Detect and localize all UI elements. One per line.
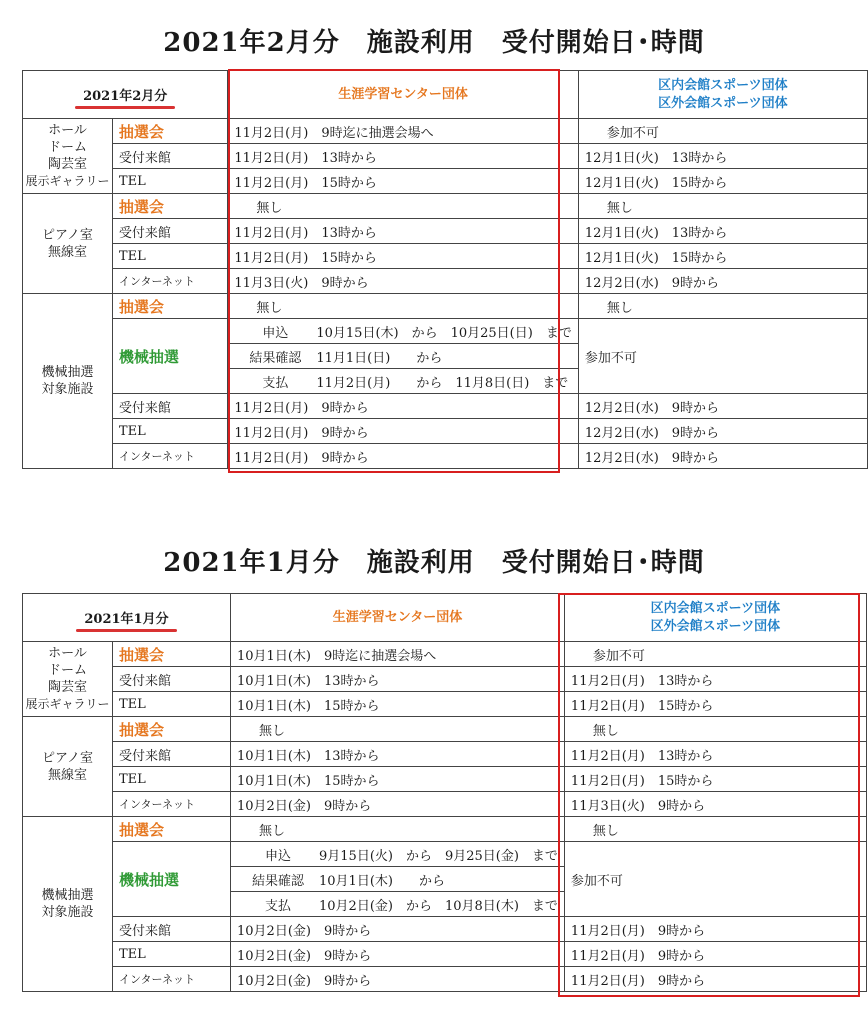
cell-b: 11月2日(月) 9時から: [564, 917, 866, 942]
cell-a: 無し: [231, 717, 565, 742]
cell-a: 11月2日(月) 9時から: [228, 419, 578, 444]
cell-a: 11月2日(月) 9時から: [228, 394, 578, 419]
facility-label: ホール ドーム 陶芸室 展示ギャラリー: [23, 642, 113, 717]
facility-label: ピアノ室 無線室: [23, 717, 113, 817]
table-row: [23, 394, 868, 419]
cell-b: 無し: [564, 817, 866, 842]
method-label: 抽選会: [112, 119, 227, 144]
cell-b: 11月3日(火) 9時から: [564, 792, 866, 817]
cell-b: 参加不可: [578, 319, 867, 394]
cell-b: 12月1日(火) 15時から: [578, 244, 867, 269]
cell-b: 無し: [564, 717, 866, 742]
cell-a: 10月2日(金) 9時から: [231, 942, 565, 967]
machine-lottery-step: 結果確認 11月1日(日) から: [228, 344, 578, 369]
cell-b: 12月2日(水) 9時から: [578, 269, 867, 294]
machine-lottery-step: 申込 9月15日(火) から 9月25日(金) まで: [231, 842, 565, 867]
table-row: [23, 444, 868, 469]
table-header-row: [23, 71, 868, 119]
table-row: [23, 917, 867, 942]
cell-b: 12月2日(水) 9時から: [578, 444, 867, 469]
cell-a: 10月2日(金) 9時から: [231, 967, 565, 992]
cell-b: 無し: [578, 294, 867, 319]
method-label: 受付来館: [112, 219, 227, 244]
method-label: インターネット: [113, 792, 231, 817]
cell-b: 11月2日(月) 15時から: [564, 767, 866, 792]
cell-a: 無し: [228, 294, 578, 319]
method-label: 受付来館: [113, 742, 231, 767]
cell-b: 11月2日(月) 13時から: [564, 667, 866, 692]
month-label: 2021年2月分: [23, 71, 228, 119]
method-label: 抽選会: [112, 194, 227, 219]
cell-a: 10月1日(木) 9時迄に抽選会場へ: [231, 642, 565, 667]
cell-a: 11月2日(月) 9時から: [228, 444, 578, 469]
table-row: [23, 642, 867, 667]
cell-b: 12月1日(火) 13時から: [578, 144, 867, 169]
month-label: 2021年1月分: [23, 594, 231, 642]
method-label: TEL: [112, 244, 227, 269]
table-row: [23, 692, 867, 717]
cell-a: 11月3日(火) 9時から: [228, 269, 578, 294]
table-row: [23, 219, 868, 244]
table-row: [23, 817, 867, 842]
feb-schedule-table: [22, 70, 868, 469]
cell-b: 12月1日(火) 15時から: [578, 169, 867, 194]
method-label: 受付来館: [113, 917, 231, 942]
cell-a: 10月1日(木) 15時から: [231, 692, 565, 717]
cell-b: 12月1日(火) 13時から: [578, 219, 867, 244]
facility-label: 機械抽選 対象施設: [23, 817, 113, 992]
table-row: [23, 767, 867, 792]
feb-title: 2021年2月分 施設利用 受付開始日･時間: [163, 28, 705, 58]
table-row: [23, 294, 868, 319]
cell-b: 参加不可: [564, 642, 866, 667]
table-row: [23, 742, 867, 767]
method-label: インターネット: [112, 269, 227, 294]
table-row: [23, 967, 867, 992]
cell-b: 11月2日(月) 13時から: [564, 742, 866, 767]
jan-title: 2021年1月分 施設利用 受付開始日･時間: [163, 548, 705, 578]
cell-b: 11月2日(月) 9時から: [564, 942, 866, 967]
table-row: [23, 244, 868, 269]
method-label: TEL: [113, 692, 231, 717]
method-label: 受付来館: [112, 394, 227, 419]
method-label: 受付来館: [112, 144, 227, 169]
method-label: 抽選会: [113, 642, 231, 667]
cell-a: 無し: [231, 817, 565, 842]
method-label: TEL: [113, 767, 231, 792]
table-row: [23, 667, 867, 692]
col-sports-groups: 区内会館スポーツ団体 区外会館スポーツ団体: [564, 594, 866, 642]
table-row: [23, 169, 868, 194]
facility-label: 機械抽選 対象施設: [23, 294, 113, 469]
method-label: インターネット: [113, 967, 231, 992]
cell-a: 10月1日(木) 13時から: [231, 667, 565, 692]
facility-label: ピアノ室 無線室: [23, 194, 113, 294]
cell-a: 11月2日(月) 13時から: [228, 219, 578, 244]
method-label: 機械抽選: [112, 319, 227, 394]
method-label: TEL: [113, 942, 231, 967]
table-row: [23, 717, 867, 742]
cell-a: 11月2日(月) 9時迄に抽選会場へ: [228, 119, 578, 144]
cell-a: 10月1日(木) 13時から: [231, 742, 565, 767]
col-sports-groups: 区内会館スポーツ団体 区外会館スポーツ団体: [578, 71, 867, 119]
cell-a: 無し: [228, 194, 578, 219]
table-row: [23, 269, 868, 294]
method-label: TEL: [112, 169, 227, 194]
machine-lottery-step: 結果確認 10月1日(木) から: [231, 867, 565, 892]
table-row: [23, 792, 867, 817]
method-label: 抽選会: [113, 717, 231, 742]
col-lifelong-learning-group: 生涯学習センター団体: [231, 594, 565, 642]
machine-lottery-step: 支払 11月2日(月) から 11月8日(日) まで: [228, 369, 578, 394]
cell-a: 11月2日(月) 15時から: [228, 169, 578, 194]
method-label: 抽選会: [113, 817, 231, 842]
table-row: [23, 144, 868, 169]
jan-schedule-table: [22, 593, 867, 992]
method-label: インターネット: [112, 444, 227, 469]
machine-lottery-step: 申込 10月15日(木) から 10月25日(日) まで: [228, 319, 578, 344]
table-header-row: [23, 594, 867, 642]
cell-b: 参加不可: [578, 119, 867, 144]
table-row: [23, 119, 868, 144]
cell-a: 10月2日(金) 9時から: [231, 792, 565, 817]
cell-a: 10月2日(金) 9時から: [231, 917, 565, 942]
cell-a: 11月2日(月) 13時から: [228, 144, 578, 169]
method-label: 抽選会: [112, 294, 227, 319]
method-label: 機械抽選: [113, 842, 231, 917]
cell-b: 12月2日(水) 9時から: [578, 419, 867, 444]
machine-lottery-step: 支払 10月2日(金) から 10月8日(木) まで: [231, 892, 565, 917]
table-row: [23, 842, 867, 867]
cell-a: 11月2日(月) 15時から: [228, 244, 578, 269]
cell-b: 11月2日(月) 15時から: [564, 692, 866, 717]
table-row: [23, 942, 867, 967]
table-row: [23, 194, 868, 219]
table-row: [23, 319, 868, 344]
cell-b: 無し: [578, 194, 867, 219]
cell-b: 参加不可: [564, 842, 866, 917]
facility-label: ホール ドーム 陶芸室 展示ギャラリー: [23, 119, 113, 194]
cell-b: 11月2日(月) 9時から: [564, 967, 866, 992]
cell-a: 10月1日(木) 15時から: [231, 767, 565, 792]
method-label: 受付来館: [113, 667, 231, 692]
col-lifelong-learning-group: 生涯学習センター団体: [228, 71, 578, 119]
cell-b: 12月2日(水) 9時から: [578, 394, 867, 419]
method-label: TEL: [112, 419, 227, 444]
table-row: [23, 419, 868, 444]
